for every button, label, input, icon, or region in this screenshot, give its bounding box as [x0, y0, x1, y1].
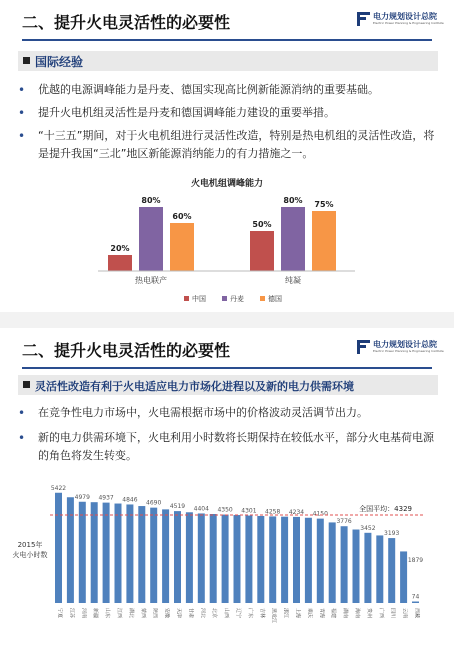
data-label: 3776 — [336, 518, 352, 526]
category-label: 黑龙江 — [270, 608, 277, 624]
bullet-item — [18, 404, 438, 422]
bar-广东 — [245, 516, 252, 603]
category-label: 纯凝 — [285, 276, 301, 285]
category-label: 贵州 — [365, 608, 372, 619]
logo-name: 电力规划设计总院 — [373, 340, 437, 349]
legend-label: 丹麦 — [230, 295, 244, 303]
category-label: 蒙西 — [139, 608, 146, 619]
category-label: 青海 — [318, 608, 325, 619]
data-label: 4258 — [265, 508, 281, 516]
category-label: 北京 — [211, 608, 218, 619]
bar-辽宁 — [234, 515, 241, 603]
bar-蒙西 — [138, 506, 145, 603]
average-label: 全国平均：4329 — [359, 504, 412, 513]
data-label: 80% — [141, 196, 161, 205]
section-header — [18, 375, 438, 395]
bar-河北 — [198, 513, 205, 603]
bullet-text: 新的电力供需环境下，火电利用小时数将长期保持在较低水平，部分火电基荷电源的角色将发生转变。 — [38, 431, 434, 462]
category-label: 海南 — [354, 608, 360, 619]
data-label: 3452 — [360, 524, 376, 532]
category-label: 重庆 — [306, 608, 313, 619]
bar-北京 — [210, 514, 217, 603]
bullet-dot-icon: • — [18, 129, 26, 143]
logo-icon — [357, 12, 370, 26]
logo-icon — [357, 340, 370, 354]
category-label: 浙江 — [282, 608, 289, 619]
bar-贵州 — [364, 533, 371, 603]
bar-西藏 — [412, 601, 419, 603]
category-label: 湖北 — [127, 608, 134, 619]
data-label: 4404 — [193, 505, 209, 513]
bar-重庆 — [305, 518, 312, 603]
category-label: 西藏 — [413, 608, 420, 619]
category-label: 广西 — [377, 608, 384, 619]
slide-1 — [0, 0, 454, 312]
data-label: 74 — [411, 593, 420, 601]
data-label: 4150 — [312, 510, 328, 518]
category-label: 山西 — [223, 608, 230, 619]
data-label: 4519 — [169, 503, 186, 511]
data-label: 4234 — [288, 508, 305, 516]
category-label: 江苏 — [68, 608, 75, 619]
bar-甘肃 — [186, 512, 193, 603]
section-title: 灵活性改造有利于火电适应电力市场化进程以及新的电力供需环境 — [35, 380, 354, 393]
data-label: 80% — [283, 196, 303, 205]
bar-吉林 — [257, 516, 264, 603]
title-underline — [22, 39, 432, 41]
logo — [357, 340, 444, 354]
bar-江苏 — [67, 497, 74, 603]
bullet-text: 优越的电源调峰能力是丹麦、德国实现高比例新能源消纳的重要基础。 — [38, 83, 379, 96]
bar-德国-纯凝 — [312, 211, 336, 271]
bar-福建 — [329, 522, 336, 603]
bar-山西 — [222, 515, 229, 603]
square-bullet-icon — [23, 381, 30, 388]
bullet-dot-icon: • — [18, 431, 26, 445]
category-label: 云南 — [401, 608, 408, 619]
bullet-text: “十三五”期间，对于火电机组进行灵活性改造，特别是热电机组的灵活性改造，将是提升我国“三北”地区新能源消纳能力的有力措施之一。 — [38, 129, 435, 160]
utilization-hours-chart — [0, 475, 454, 645]
category-label: 河南 — [80, 608, 87, 619]
legend-swatch — [222, 296, 227, 301]
category-label: 四川 — [389, 608, 396, 619]
category-label: 辽宁 — [235, 608, 241, 619]
bar-宁夏 — [55, 493, 62, 603]
bullet-dot-icon: • — [18, 406, 26, 420]
category-label: 吉林 — [258, 608, 265, 619]
bar-四川 — [388, 538, 395, 603]
bullet-item — [18, 104, 438, 122]
category-label: 宁夏 — [56, 608, 63, 619]
bar-丹麦-纯凝 — [281, 207, 305, 271]
logo — [357, 12, 444, 26]
logo-subtitle: Electric Power Planning & Engineering Institute — [373, 21, 444, 25]
data-label: 75% — [314, 200, 334, 209]
slide-separator — [0, 312, 454, 328]
bullet-text: 提升火电机组灵活性是丹麦和德国调峰能力建设的重要举措。 — [38, 106, 335, 119]
data-label: 4301 — [241, 507, 257, 515]
category-label: 江西 — [116, 608, 122, 619]
bar-新疆 — [91, 502, 98, 603]
category-label: 安徽 — [163, 608, 170, 619]
bar-青海 — [317, 519, 324, 603]
bar-安徽 — [162, 509, 169, 603]
category-label: 河北 — [199, 608, 206, 619]
bullet-text: 在竞争性电力市场中，火电需根据市场中的价格波动灵活调节出力。 — [38, 406, 368, 419]
logo-name: 电力规划设计总院 — [373, 12, 437, 21]
data-label: 4937 — [98, 494, 114, 502]
bar-中国-热电联产 — [108, 255, 132, 271]
section-header — [18, 51, 438, 71]
square-bullet-icon — [23, 57, 30, 64]
logo-subtitle: Electric Power Planning & Engineering Institute — [373, 349, 444, 353]
bullet-item — [18, 127, 438, 163]
category-label: 新疆 — [92, 608, 99, 619]
category-label: 甘肃 — [187, 608, 194, 619]
bullet-dot-icon: • — [18, 83, 26, 97]
bar-丹麦-热电联产 — [139, 207, 163, 271]
legend-swatch — [184, 296, 189, 301]
chart-title: 火电机组调峰能力 — [190, 179, 264, 189]
bar-云南 — [400, 551, 407, 603]
data-label: 1879 — [407, 556, 424, 564]
data-label: 5422 — [50, 484, 67, 492]
bar-河南 — [79, 502, 86, 603]
bullet-item — [18, 81, 438, 99]
y-axis-label-line2: 火电小时数 — [12, 551, 48, 559]
data-label: 4690 — [146, 499, 162, 507]
legend-label: 德国 — [268, 295, 282, 303]
category-label: 陕西 — [151, 608, 158, 619]
bullet-dot-icon: • — [18, 106, 26, 120]
bar-德国-热电联产 — [170, 223, 194, 271]
bar-江西 — [115, 504, 122, 603]
legend-label: 中国 — [192, 295, 206, 303]
data-label: 3193 — [384, 530, 400, 538]
section-title: 国际经验 — [35, 55, 84, 69]
y-axis-label-line1: 2015年 — [17, 541, 43, 549]
bar-浙江 — [281, 517, 288, 603]
bar-海南 — [353, 530, 360, 603]
bar-湖北 — [126, 504, 133, 603]
data-label: 60% — [172, 212, 192, 221]
slide-title: 二、提升火电灵活性的必要性 — [22, 13, 231, 32]
bar-山东 — [103, 503, 110, 603]
category-label: 上海 — [294, 608, 301, 619]
slide-title: 二、提升火电灵活性的必要性 — [22, 341, 231, 360]
bar-陕西 — [150, 508, 157, 603]
category-label: 山东 — [104, 608, 111, 619]
data-label: 20% — [110, 244, 130, 253]
data-label: 4846 — [122, 496, 138, 504]
category-label: 湖南 — [342, 608, 349, 619]
bar-广西 — [376, 535, 383, 603]
data-label: 4979 — [74, 493, 90, 501]
peak-regulation-chart — [0, 178, 454, 312]
bar-黑龙江 — [269, 516, 276, 603]
legend-swatch — [260, 296, 265, 301]
category-label: 热电联产 — [135, 276, 167, 285]
slide-2 — [0, 328, 454, 645]
bullet-item — [18, 429, 438, 465]
data-label: 50% — [252, 220, 272, 229]
data-label: 4350 — [217, 506, 233, 514]
title-underline — [22, 367, 432, 369]
category-label: 福建 — [330, 608, 337, 619]
bar-天津 — [174, 511, 181, 603]
bar-上海 — [293, 517, 300, 603]
bar-湖南 — [341, 526, 348, 603]
category-label: 广东 — [246, 608, 253, 619]
category-label: 天津 — [175, 608, 182, 619]
bar-中国-纯凝 — [250, 231, 274, 271]
